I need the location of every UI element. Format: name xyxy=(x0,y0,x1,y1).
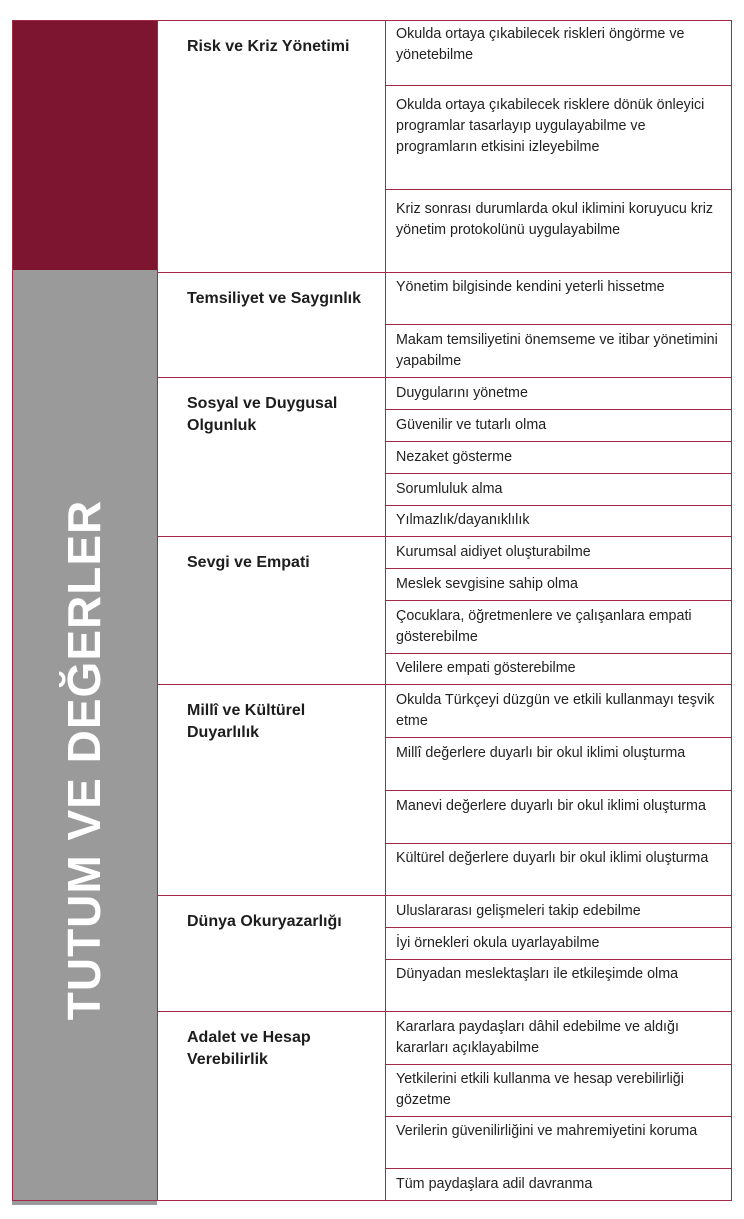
category-title: Sosyal ve Duygusal Olgunluk xyxy=(187,395,338,434)
competency-item xyxy=(386,684,732,737)
competency-item xyxy=(386,409,732,441)
group-divider xyxy=(157,895,732,896)
competency-item xyxy=(386,505,732,536)
competency-text: Velilere empati gösterebilme xyxy=(396,660,576,676)
competency-item xyxy=(386,1168,732,1200)
table-border xyxy=(12,1200,732,1201)
competency-item xyxy=(386,1064,732,1116)
category-title: Risk ve Kriz Yönetimi xyxy=(187,38,350,55)
competency-text: Okulda ortaya çıkabilecek risklere dönük önleyici programlar tasarlayıp uygulayabilme ve programların etkisini izleyebilme xyxy=(396,97,705,155)
competency-table xyxy=(12,20,732,1205)
row-divider xyxy=(386,959,732,960)
competency-text: Meslek sevgisine sahip olma xyxy=(396,576,578,592)
competency-item xyxy=(386,536,732,568)
competency-item xyxy=(386,959,732,1011)
category-title: Dünya Okuryazarlığı xyxy=(187,913,342,930)
competency-text: Duygularını yönetme xyxy=(396,385,528,401)
row-divider xyxy=(386,189,732,190)
competency-text: Yetkilerini etkili kullanma ve hesap verebilirliği gözetme xyxy=(396,1071,684,1108)
row-divider xyxy=(386,1064,732,1065)
category-cell xyxy=(157,536,386,684)
category-cell xyxy=(157,684,386,895)
row-divider xyxy=(386,441,732,442)
competency-text: Kurumsal aidiyet oluşturabilme xyxy=(396,544,591,560)
section-band-top xyxy=(12,20,157,270)
group-divider xyxy=(157,272,732,273)
group-divider xyxy=(157,536,732,537)
competency-item xyxy=(386,737,732,790)
competency-text: Yılmazlık/dayanıklılık xyxy=(396,512,530,528)
category-title: Adalet ve Hesap Verebilirlik xyxy=(187,1029,311,1068)
competency-item xyxy=(386,1116,732,1168)
competency-text: Okulda Türkçeyi düzgün ve etkili kullanmayı teşvik etme xyxy=(396,692,715,729)
row-divider xyxy=(386,600,732,601)
competency-text: Uluslararası gelişmeleri takip edebilme xyxy=(396,903,641,919)
row-divider xyxy=(386,85,732,86)
competency-text: Sorumluluk alma xyxy=(396,481,503,497)
category-cell xyxy=(157,1011,386,1200)
row-divider xyxy=(386,505,732,506)
category-title: Sevgi ve Empati xyxy=(187,554,310,571)
category-cell xyxy=(157,20,386,272)
competency-item xyxy=(386,20,732,85)
competency-item xyxy=(386,272,732,324)
competency-item xyxy=(386,927,732,959)
row-divider xyxy=(386,1116,732,1117)
competency-item xyxy=(386,189,732,272)
competency-item xyxy=(386,568,732,600)
competency-text: Okulda ortaya çıkabilecek riskleri öngörme ve yönetebilme xyxy=(396,26,685,63)
side-label: TUTUM VE DEĞERLER xyxy=(58,499,110,1021)
competency-text: Yönetim bilgisinde kendini yeterli hissetme xyxy=(396,279,665,295)
row-divider xyxy=(386,473,732,474)
section-band-attitudes xyxy=(12,270,157,1205)
row-divider xyxy=(386,653,732,654)
row-divider xyxy=(386,790,732,791)
competency-item xyxy=(386,1011,732,1064)
table-border xyxy=(12,20,13,1200)
competency-text: Verilerin güvenilirliğini ve mahremiyetini koruma xyxy=(396,1123,698,1139)
row-divider xyxy=(386,1168,732,1169)
competency-text: Kültürel değerlere duyarlı bir okul iklimi oluşturma xyxy=(396,850,709,866)
competency-text: Makam temsiliyetini önemseme ve itibar yönetimini yapabilme xyxy=(396,332,718,369)
competency-item xyxy=(386,473,732,505)
group-divider xyxy=(157,684,732,685)
competency-item xyxy=(386,600,732,653)
competency-item xyxy=(386,377,732,409)
category-title: Millî ve Kültürel Duyarlılık xyxy=(187,702,306,741)
competency-text: Güvenilir ve tutarlı olma xyxy=(396,417,547,433)
competency-text: Nezaket gösterme xyxy=(396,449,513,465)
competency-text: Dünyadan meslektaşları ile etkileşimde olma xyxy=(396,966,679,982)
competency-item xyxy=(386,324,732,377)
competency-item xyxy=(386,843,732,895)
competency-item xyxy=(386,85,732,189)
row-divider xyxy=(386,927,732,928)
row-divider xyxy=(386,737,732,738)
competency-item xyxy=(386,653,732,684)
category-cell xyxy=(157,377,386,536)
group-divider xyxy=(157,1011,732,1012)
row-divider xyxy=(386,568,732,569)
competency-text: Tüm paydaşlara adil davranma xyxy=(396,1176,593,1192)
competency-text: İyi örnekleri okula uyarlayabilme xyxy=(396,935,600,951)
table-border xyxy=(731,20,732,1200)
competency-item xyxy=(386,895,732,927)
competency-item xyxy=(386,441,732,473)
table-border xyxy=(12,20,732,21)
category-title: Temsiliyet ve Saygınlık xyxy=(187,290,362,307)
competency-item xyxy=(386,790,732,843)
column-divider xyxy=(157,20,158,1200)
competency-text: Kriz sonrası durumlarda okul iklimini koruyucu kriz yönetim protokolünü uygulayabilme xyxy=(396,201,714,238)
group-divider xyxy=(157,377,732,378)
category-cell xyxy=(157,272,386,377)
row-divider xyxy=(386,409,732,410)
competency-text: Manevi değerlere duyarlı bir okul iklimi oluşturma xyxy=(396,798,706,814)
row-divider xyxy=(386,843,732,844)
row-divider xyxy=(386,324,732,325)
competency-text: Millî değerlere duyarlı bir okul iklimi oluşturma xyxy=(396,745,686,761)
competency-text: Kararlara paydaşları dâhil edebilme ve aldığı kararları açıklayabilme xyxy=(396,1019,679,1056)
category-cell xyxy=(157,895,386,1011)
competency-text: Çocuklara, öğretmenlere ve çalışanlara empati gösterebilme xyxy=(396,608,692,645)
